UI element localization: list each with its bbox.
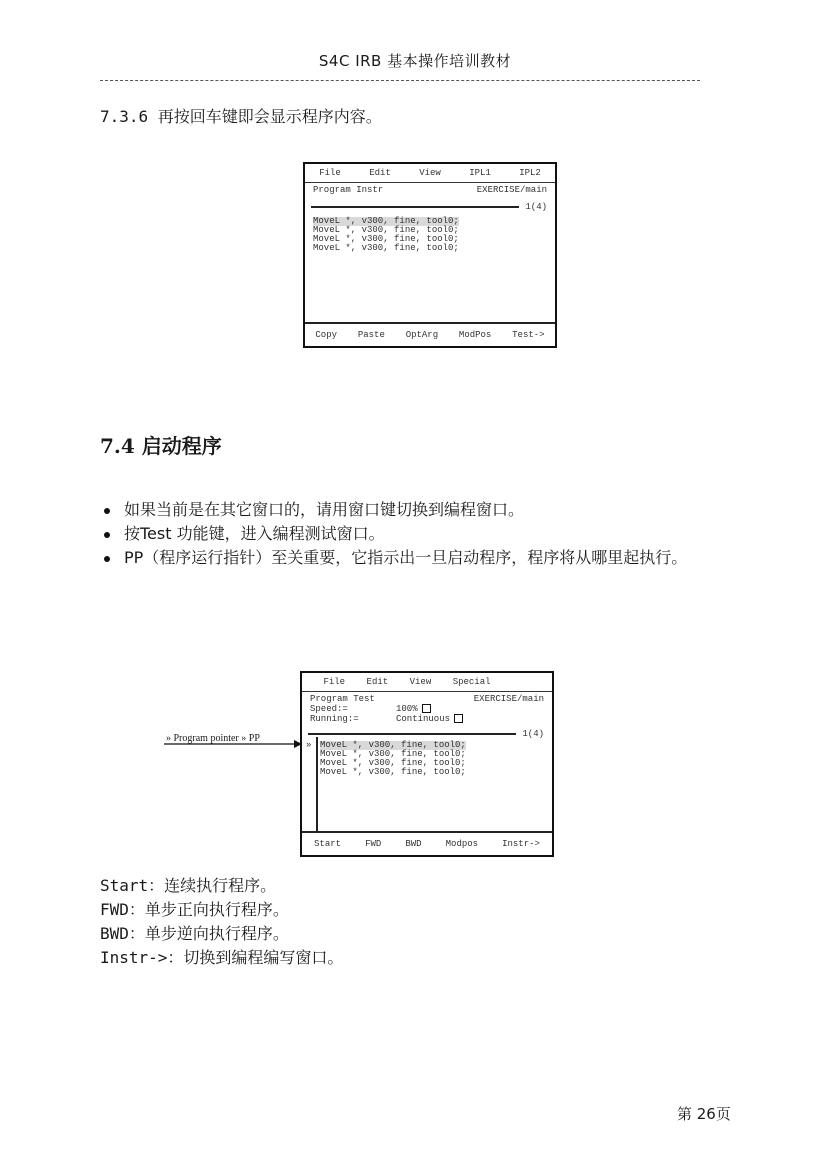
screen2-titleline xyxy=(302,692,552,704)
step-text: 7.3.6 再按回车键即会显示程序内容。 xyxy=(100,107,382,126)
bullet-icon xyxy=(104,508,110,514)
instr-button[interactable]: Instr-> xyxy=(502,839,540,849)
screen2-line-counter: 1(4) xyxy=(522,729,544,739)
screen1-code-list xyxy=(313,216,459,253)
running-checkbox-icon[interactable] xyxy=(454,714,463,723)
code-line[interactable]: MoveL *, v300, fine, tool0; xyxy=(313,243,459,253)
definition-bwd: BWD：单步逆向执行程序。 xyxy=(100,924,289,943)
menu-edit[interactable]: Edit xyxy=(366,677,389,687)
bullet-icon xyxy=(104,532,110,538)
menu-ipl2[interactable]: IPL2 xyxy=(519,168,541,178)
pointer-arrow-icon xyxy=(164,738,304,750)
section-title: 7.4 启动程序 xyxy=(100,434,222,458)
screen2-separator xyxy=(308,733,516,735)
code-line[interactable]: MoveL *, v300, fine, tool0; xyxy=(320,758,466,768)
optarg-button[interactable]: OptArg xyxy=(405,330,439,340)
screen1-function-keys xyxy=(305,322,555,346)
running-value: Continuous xyxy=(396,714,451,724)
screen2-module-name: EXERCISE/main xyxy=(473,694,544,704)
modpos-button[interactable]: ModPos xyxy=(458,330,492,340)
program-pointer-icon: » xyxy=(306,740,312,750)
header-divider xyxy=(100,80,700,81)
list-item: 按Test 功能键，进入编程测试窗口。 xyxy=(100,522,740,546)
menu-view[interactable]: View xyxy=(419,168,441,178)
code-line[interactable]: MoveL *, v300, fine, tool0; xyxy=(313,216,459,226)
screen2-pointer-gutter xyxy=(316,737,318,831)
code-line[interactable]: MoveL *, v300, fine, tool0; xyxy=(313,225,459,235)
page-number: 第 26页 xyxy=(677,1105,731,1123)
menu-edit[interactable]: Edit xyxy=(369,168,391,178)
running-row xyxy=(302,714,552,724)
screen1-separator xyxy=(311,206,519,208)
definition-fwd: FWD：单步正向执行程序。 xyxy=(100,900,289,919)
screen1-menubar xyxy=(305,164,555,183)
copy-button[interactable]: Copy xyxy=(315,330,338,340)
screen2-window-title: Program Test xyxy=(310,694,375,704)
screen1-titleline xyxy=(305,183,555,195)
bullet-list xyxy=(100,498,740,570)
paste-button[interactable]: Paste xyxy=(357,330,385,340)
start-button[interactable]: Start xyxy=(314,839,342,849)
program-pointer-label: » Program pointer » PP xyxy=(166,733,260,744)
speed-value: 100% xyxy=(396,704,418,714)
bullet-icon xyxy=(104,556,110,562)
code-line[interactable]: MoveL *, v300, fine, tool0; xyxy=(320,740,466,750)
speed-label: Speed:= xyxy=(310,704,348,714)
menu-file[interactable]: File xyxy=(323,677,346,687)
menu-file[interactable]: File xyxy=(319,168,341,178)
screen1-window-title: Program Instr xyxy=(313,185,384,195)
speed-row xyxy=(302,704,552,714)
menu-special[interactable]: Special xyxy=(452,677,491,687)
test-button[interactable]: Test-> xyxy=(512,330,545,340)
list-item: PP（程序运行指针）至关重要，它指示出一旦启动程序，程序将从哪里起执行。 xyxy=(100,546,740,570)
program-instr-screen xyxy=(303,162,557,348)
modpos-button[interactable]: Modpos xyxy=(445,839,479,849)
code-line[interactable]: MoveL *, v300, fine, tool0; xyxy=(320,767,466,777)
fwd-button[interactable]: FWD xyxy=(365,839,382,849)
page-header-title: S4C IRB 基本操作培训教材 xyxy=(318,52,512,70)
screen2-function-keys xyxy=(302,831,552,855)
speed-checkbox-icon[interactable] xyxy=(422,704,431,713)
screen2-code-list xyxy=(320,740,466,777)
menu-view[interactable]: View xyxy=(409,677,432,687)
code-line[interactable]: MoveL *, v300, fine, tool0; xyxy=(313,234,459,244)
bwd-button[interactable]: BWD xyxy=(405,839,422,849)
menu-ipl1[interactable]: IPL1 xyxy=(469,168,491,178)
list-item: 如果当前是在其它窗口的，请用窗口键切换到编程窗口。 xyxy=(100,498,740,522)
definition-start: Start：连续执行程序。 xyxy=(100,876,277,895)
code-line[interactable]: MoveL *, v300, fine, tool0; xyxy=(320,749,466,759)
program-test-screen xyxy=(300,671,554,857)
definition-instr: Instr->：切换到编程编写窗口。 xyxy=(100,948,344,967)
function-definitions xyxy=(100,874,343,970)
screen1-module-name: EXERCISE/main xyxy=(476,185,547,195)
running-label: Running:= xyxy=(310,714,359,724)
screen1-line-counter: 1(4) xyxy=(525,202,547,212)
screen2-menubar xyxy=(302,673,552,692)
